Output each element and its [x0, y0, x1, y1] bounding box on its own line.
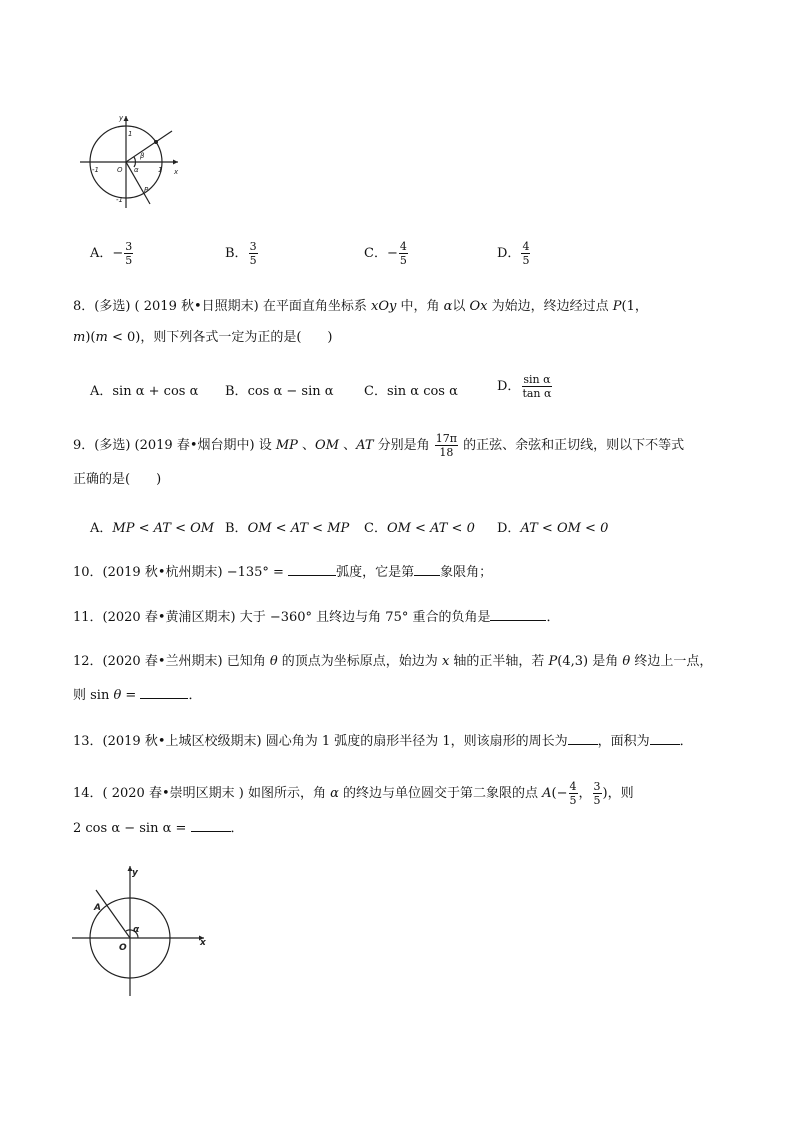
fraction: $\frac{3}{5}$ — [593, 780, 601, 807]
point-p-label: P — [144, 186, 149, 194]
answer-blank[interactable] — [568, 732, 598, 745]
tick-label-1-right: 1 — [158, 166, 163, 174]
unit-circle-figure-1 — [78, 108, 188, 208]
q9-option-c: C．OM < AT < 0 — [364, 521, 475, 536]
q10-stem: 10．(2019 秋•杭州期末) −135° = 弧度，它是第 象限角； — [73, 565, 493, 580]
intersection-dot — [154, 140, 158, 144]
point-a-label: A — [94, 903, 101, 913]
q8-option-d: D． $\frac{\text{sin α}}{\text{tan α}}$ — [497, 373, 552, 400]
fraction: $\frac{4}{5}$ — [522, 240, 530, 267]
q11-stem: 11．(2020 春•黄浦区期末) 大于 −360° 且终边与角 75° 重合的负角是 ． — [73, 610, 560, 625]
answer-blank[interactable] — [650, 732, 680, 745]
x-axis-label-1: x — [174, 168, 179, 176]
q7-option-d: D． $\frac{4}{5}$ — [497, 240, 530, 267]
tick-label-1-top: 1 — [128, 130, 133, 138]
terminal-side-a — [96, 890, 130, 938]
alpha-label-2: α — [133, 925, 140, 935]
tick-label-neg1-left: -1 — [92, 166, 99, 174]
q9-stem-line1: 9．(多选) (2019 春•烟台期中) 设 MP 、OM 、AT 分别是角 $\frac{17\pi}{18}$ 的正弦、余弦和正切线，则以下不等式 — [73, 432, 685, 459]
fraction: $\frac{3}{5}$ — [125, 240, 133, 267]
beta-label: β — [140, 152, 145, 160]
q12-stem-line1: 12．(2020 春•兰州期末) 已知角 θ 的顶点为坐标原点，始边为 x 轴的正半轴，若 P(4,3) 是角 θ 终边上一点， — [73, 654, 713, 669]
fraction: $\frac{4}{5}$ — [399, 240, 407, 267]
answer-blank[interactable] — [414, 563, 440, 576]
q7-option-a: A．− $\frac{3}{5}$ — [90, 240, 133, 267]
q13-stem: 13．(2019 秋•上城区校级期末) 圆心角为 1 弧度的扇形半径为 1，则该扇形的周长为 ，面积为 ． — [73, 734, 693, 749]
fraction: $\frac{\text{sin α}}{\text{tan α}}$ — [522, 373, 552, 400]
q9-option-b: B．OM < AT < MP — [225, 521, 350, 536]
q14-stem-line2: 2 cos α − sin α = ． — [73, 821, 244, 836]
y-axis-label-2: y — [132, 868, 138, 878]
alpha-label-1: α — [134, 166, 139, 174]
q9-stem-line2: 正确的是( ) — [73, 472, 162, 487]
terminal-side-beta — [126, 131, 172, 162]
fraction: $\frac{3}{5}$ — [249, 240, 257, 267]
y-axis-label-1: y — [119, 114, 124, 122]
q9-option-a: A．MP < AT < OM — [90, 521, 215, 536]
q12-stem-line2: 则 sin θ = ． — [73, 688, 202, 703]
q14-stem-line1: 14．( 2020 春•崇明区期末 ) 如图所示，角 α 的终边与单位圆交于第二象限的点 A(− $\frac{4}{5}$ ， $\frac{3}{5}$ )，则 — [73, 780, 634, 807]
q8-stem-line1: 8．(多选) ( 2019 秋•日照期末) 在平面直角坐标系 xOy 中，角 α以 Ox 为始边，终边经过点 P(1， — [73, 299, 648, 314]
q8-option-c: C．sin α cos α — [364, 384, 458, 399]
q8-option-b: B．cos α − sin α — [225, 384, 334, 399]
q7-option-c: C．− $\frac{4}{5}$ — [364, 240, 407, 267]
q8-option-a: A．sin α + cos α — [90, 384, 199, 399]
q7-option-b: B． $\frac{3}{5}$ — [225, 240, 257, 267]
answer-blank[interactable] — [490, 608, 546, 621]
fraction: $\frac{17\pi}{18}$ — [435, 432, 458, 459]
x-axis-label-2: x — [200, 938, 206, 948]
unit-circle-figure-2 — [68, 862, 218, 1002]
origin-label-2: O — [119, 943, 127, 953]
tick-label-neg1-bottom: -1 — [116, 196, 123, 204]
x-axis-arrow-1 — [173, 160, 178, 165]
q9-option-d: D．AT < OM < 0 — [497, 521, 609, 536]
answer-blank[interactable] — [191, 819, 231, 832]
fraction: $\frac{4}{5}$ — [569, 780, 577, 807]
origin-label-1: O — [117, 166, 123, 174]
y-axis-arrow-1 — [124, 116, 129, 121]
q8-stem-line2: m)(m < 0)，则下列各式一定为正的是( ) — [73, 330, 333, 345]
answer-blank[interactable] — [140, 686, 188, 699]
answer-blank[interactable] — [288, 563, 336, 576]
